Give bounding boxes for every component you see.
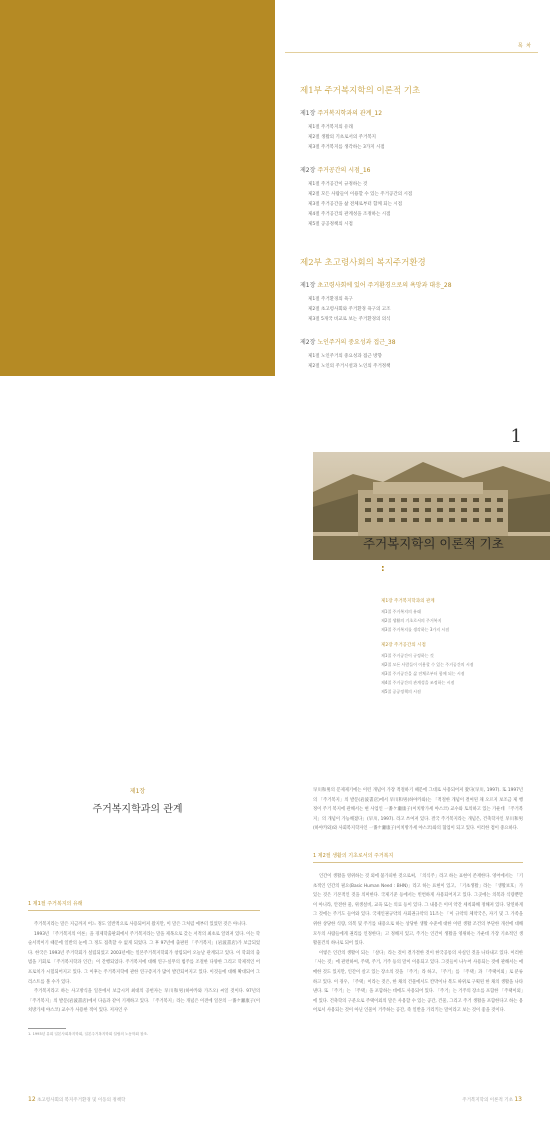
chapter-title: 주거복지학의 이론적 기초 bbox=[363, 536, 504, 551]
page-number: 13 bbox=[514, 1096, 522, 1103]
page-number: 12 bbox=[28, 1096, 36, 1103]
toc-chapter-number: 제2장 bbox=[300, 339, 316, 346]
toc-chapter-title: 노인주거의 중요성과 접근 bbox=[317, 339, 385, 346]
toc-chapter-title: 주거복지학과의 관계 bbox=[317, 110, 372, 117]
toc-chapter-number: 제2장 bbox=[300, 167, 316, 174]
toc-section-item[interactable]: 제1절 주거복지의 유래 bbox=[308, 125, 353, 130]
contents-spread bbox=[0, 0, 550, 376]
gold-color-panel bbox=[0, 0, 275, 376]
chapter-number: 1 bbox=[510, 426, 522, 447]
chapter-opener-spread bbox=[0, 376, 550, 752]
footnote-rule bbox=[28, 1028, 66, 1029]
toc-chapter-number: 제1장 bbox=[300, 110, 316, 117]
toc-section-item[interactable]: 제2절 생활의 기초로서의 주거복지 bbox=[308, 135, 377, 140]
toc-section-item[interactable]: 제2절 노인의 주거시설과 노인의 주거정책 bbox=[308, 364, 391, 369]
toc-chapter[interactable] bbox=[300, 337, 540, 346]
outline-chapter-title[interactable]: 제2장 주거공간의 시점 bbox=[381, 643, 426, 648]
section-heading: 1 제1절 주거복지의 유래 bbox=[28, 901, 83, 907]
paragraph: 주거복지라고 하는 사고방식을 일본에서 보급시켜 최대의 공헌자는 早川和男(하야카와 가즈오) 씨일 것이다. 97년의 「주거복지」의 발문(岩波書店)에서 다음과 같이 기재하고 있다. 「주거복지」라는 개념은 이전에 일본의 一番ケ瀬康子(이치방가세 야스코) 교수가 사용한 적이 있다. 저자인 우 bbox=[28, 989, 260, 1014]
section-rule bbox=[28, 910, 260, 911]
toc-section-item[interactable]: 제5절 공공정책의 시점 bbox=[308, 222, 353, 227]
outline-item[interactable]: 제1절 주거공간이 규정하는 것 bbox=[381, 653, 434, 658]
paragraph: 早川和男의 문제제기에는 이런 개념이 가장 적절하기 때문에 그대로 사용되어져 왔다(早川, 1997). 또 1997년의 「주거복지」의 발문(岩波書店)에서 早川和男(하야카와)는 「적절한 개념이 결여된 채 오르지 보조금 제 행정이 주거 복지에 관해서는 현 사업인 一番ケ瀬康子(이치방가세 야스코) 교수와 토의하고 있는 가운데 「주거복지」의 개념이 가능해졌다」(早川, 1997). 라고 쓰여져 있다. 결국 주거복지라는 개념은, 건축학자인 早川和男(하야카와)와 사회복지학자인 一番ケ瀬康子(이치방가세 야스코)와의 협업이 되고 있다. 이러한 점이 중요하다. bbox=[313, 788, 523, 832]
toc-section-item[interactable]: 제3절 5개국 비교로 보는 주거환경의 의식 bbox=[308, 317, 391, 322]
toc-chapter-page: _28 bbox=[440, 282, 452, 289]
toc-chapter-page: _12 bbox=[371, 110, 383, 117]
outline-item[interactable]: 제3절 주거복지를 생각하는 3가지 시점 bbox=[381, 627, 450, 632]
right-page-body bbox=[313, 872, 523, 1088]
section-heading: 1 제2절 생활의 기초로서의 주거복지 bbox=[313, 853, 394, 859]
toc-chapter-title: 초고령사회에 있어 주거환경으로의 욕망과 대응 bbox=[317, 282, 441, 289]
toc-chapter[interactable] bbox=[300, 280, 540, 289]
chapter-outline bbox=[381, 598, 541, 704]
toc-section-item[interactable]: 제3절 주거공간을 삶 전체로부터 함께 되는 시점 bbox=[308, 202, 403, 207]
section-rule bbox=[313, 862, 523, 863]
toc-section-item[interactable]: 제1절 주거공간이 규정하는 것 bbox=[308, 182, 368, 187]
toc-section-item[interactable]: 제4절 주거공간의 관계성을 조정하는 시점 bbox=[308, 212, 391, 217]
toc-chapter-page: _16 bbox=[359, 167, 371, 174]
paragraph: 이렇은 인간의 생활이 되는 「살다」라는 것이 결가결한 것이 한국공통의 사실인 것을 나타내고 있다. 이러한 「사는 것」에 관련하여, 주택, 주거, 거주 등의 말이 이용되고 있다. 그것들이 나누어 사용되는 것에 관해서는 애매한 것도 있지만, 인간이 살고 있는 장소의 것을 「주거」라 하고, 「주거」를 「주택」과 「주택이외」로 분류하고 있다. 이 경우, 「주택」이라는 것은, 한 채의 건물에서도 칸막이나 복도 따위로 구획된 한 채의 생활을 나타낸다. 또 「주거」는 「주택」을 포함하는 데에도 사용되어 있다. 「주거」는 거주의 장소를 포함한 「주택이외」에 있다. 건축학의 구분으로 주택이외의 말은 사용할 수 있는 공간, 건물, 그리고 주거 생활을 포함한다고 하는 용어로서 사용되는 것이 아닌 인물이 거주하는 공간, 즉 일반을 가리키는 말이라고 보는 것이 좋을 것이다. bbox=[313, 950, 523, 1014]
toc-chapter-number: 제1장 bbox=[300, 282, 316, 289]
outline-block bbox=[381, 598, 541, 634]
table-of-contents bbox=[300, 84, 540, 372]
right-page-folio bbox=[462, 1096, 522, 1103]
contents-label: 목 차 bbox=[517, 43, 532, 49]
toc-chapter-page: _38 bbox=[384, 339, 396, 346]
running-head: 초고령사회의 복지주거환경 및 이동의 정책학 bbox=[37, 1098, 126, 1103]
running-head: 주거복지학의 이론적 기초 bbox=[462, 1098, 513, 1103]
toc-section-item[interactable]: 제1절 노인주거의 중요성과 접근 방향 bbox=[308, 354, 382, 359]
footnote: 1. 1993년 유희 일본사회복지학회, 일본주거복지학회 설립의 노동학회 참조. bbox=[28, 1032, 149, 1036]
paragraph: 1993년 「주거복지의 이론」을 경제학출판회에서 주거복지라는 말을 제목으로 갖는 서적의 최초로 알려져 있다. 이는 학술서적이기 때문에 일반의 눈에 그 정도 접촉할 수 없게 되었다. 그 후 97년에 출판된 「주거복지」(岩波書店)가 보급되었다. 한국은 1993년 주거학회가 설립되었고 2003년에는 일본주거복지학회가 창립되어 오늘날 관계되고 있다. 이 학회의 출범을 기회로 「주거복지학과 인간」이 간행되었다. 주거복지에 대해 연구·실무의 범주를 조절한 다양한 그리고 학제적인 어프로치가 시험되어지고 있다. 그 이후는 주거복지학에 관한 연구층지가 많이 발간되어지고 있다. 이것들에 대해 확대되어 그 리스트를 볼 수가 있다. bbox=[28, 931, 260, 985]
outline-item[interactable]: 제2절 생활의 기초로서의 주거복지 bbox=[381, 618, 442, 623]
left-page-folio bbox=[28, 1096, 125, 1103]
outline-item[interactable]: 제2절 모든 사람들이 이용할 수 있는 주거공간의 시점 bbox=[381, 662, 474, 667]
toc-chapter-title: 주거공간의 시점 bbox=[317, 167, 360, 174]
outline-item[interactable]: 제5절 공공정책의 시점 bbox=[381, 689, 421, 694]
chapter-ornament: : bbox=[381, 564, 385, 574]
toc-part-title[interactable]: 제1부 주거복지학의 이론적 기초 bbox=[300, 86, 421, 96]
left-page-chapter-label: 제1장 bbox=[129, 788, 146, 795]
left-page-chapter-title: 주거복지학과의 관계 bbox=[92, 804, 183, 815]
toc-chapter[interactable] bbox=[300, 108, 540, 117]
contents-rule bbox=[285, 52, 538, 53]
outline-chapter-title[interactable]: 제1장 주거복지학과의 관계 bbox=[381, 599, 435, 604]
outline-block bbox=[381, 642, 541, 696]
outline-item[interactable]: 제1절 주거복지의 유래 bbox=[381, 609, 421, 614]
toc-section-item[interactable]: 제2절 초고령사회와 주거환경 욕구의 고조 bbox=[308, 307, 391, 312]
toc-chapter[interactable] bbox=[300, 165, 540, 174]
toc-section-item[interactable]: 제2절 모든 사람들이 이용할 수 있는 주거공간의 시점 bbox=[308, 192, 413, 197]
paragraph: 주거복지라는 말은 지금까지 어느 정도 일반적으로 사용되어져 왔지만, 이 말은 그처럼 예부터 있었던 것은 아니다. bbox=[34, 922, 247, 927]
left-page-body bbox=[28, 920, 260, 1024]
outline-item[interactable]: 제4절 주거공간의 관계성을 조정하는 시점 bbox=[381, 680, 455, 685]
toc-section-item[interactable]: 제1절 주거환경의 욕구 bbox=[308, 297, 353, 302]
toc-part-title[interactable]: 제2부 초고령사회의 복지주거환경 bbox=[300, 258, 426, 268]
toc-section-item[interactable]: 제3절 주거복지를 생각하는 3가지 시점 bbox=[308, 145, 385, 150]
paragraph: 인간이 생활을 영위하는 것 외에 불가피한 것으로써, 「의식주」라고 하는 표현이 존재한다. 영어에서는 「기초적인 인간의 필요(Basic Human Need : BHN)」라고 하는 표현이 있고, 「기초생활」라는 「생활보호」가 있는 것은 기본적인 것을 의미한다. 국제기준 등에서는 빈번하게 사용되어지고 있다. 그곳에는 의복과 식량뿐만이 아니라, 안전한 물, 위생설비, 교육 또는 의료 등이 있다. 그 내용은 이미 약간 세칙화해 정해져 있다. 당연하게 그 것에는 주거도 들어와 있다. 국제인권규약의 사회권규약의 11조는 「이 규약의 체약국은, 자기 및 그 가족을 위한 상당한 식량, 의복 및 주거를 내용으로 하는 상당한 생활 수준에 대한 이떤 생활 조건의 부단한 개선에 대해 모두의 사람들에게 권리를 인정한다」고 정해지 있고, 주거는 인간이 생활을 영위하는 가운데 가장 기초적인 생활물건의 하나로 되어 있다. bbox=[313, 874, 523, 947]
right-page-body-top bbox=[313, 786, 523, 842]
outline-item[interactable]: 제3절 주거공간을 삶 전체로부터 함께 되는 시점 bbox=[381, 671, 465, 676]
